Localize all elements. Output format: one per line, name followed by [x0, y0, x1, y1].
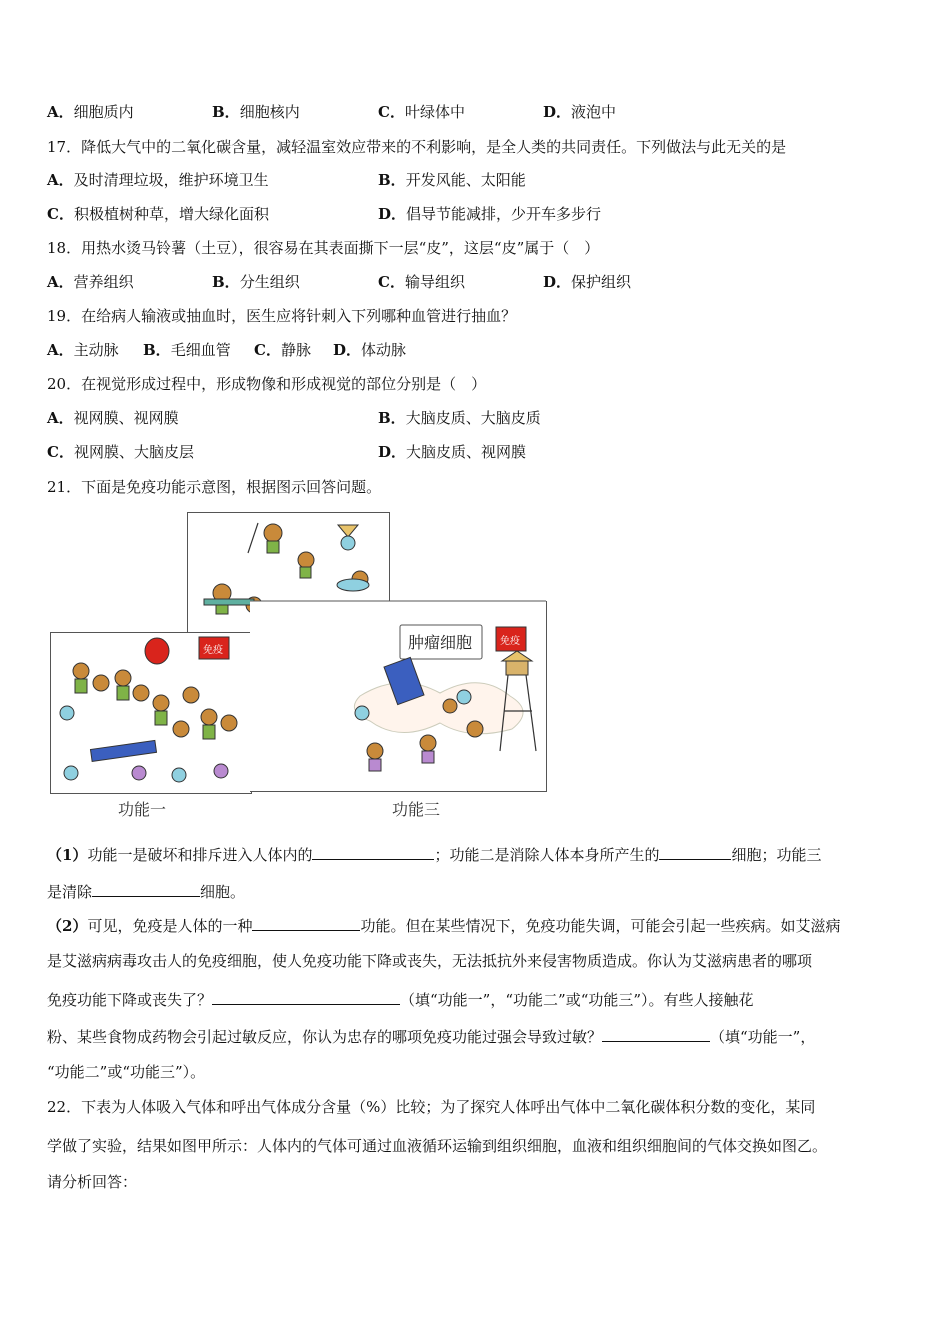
- panel-function-three: [250, 601, 547, 792]
- q18-option-c: C．输导组织: [378, 273, 465, 291]
- answer-blank[interactable]: [312, 843, 434, 860]
- q19-stem: 19．在给病人输液或抽血时，医生应将针刺入下列哪种血管进行抽血？: [47, 307, 517, 325]
- q21-part1-line1: （1）功能一是破坏和排斥进入人体内的 ；功能二是消除人体本身所产生的 细胞；功能三: [47, 843, 821, 865]
- tumor-cell-label: 肿瘤细胞: [408, 633, 473, 652]
- caption-function-one: 功能一: [118, 800, 167, 819]
- q21-part2-line4: 粉、某些食物成药物会引起过敏反应，你认为忠存的哪项免疫功能过强会导致过敏？ （填“功能一”，: [47, 1025, 815, 1047]
- q16-option-d: D．液泡中: [543, 103, 617, 121]
- q21-part2-line1: （2）可见，免疫是人体的一种 功能。但在某些情况下，免疫功能失调，可能会引起一些疾病。如艾滋病: [47, 914, 840, 936]
- q17-stem: 17．降低大气中的二氧化碳含量，减轻温室效应带来的不利影响，是全人类的共同责任。下列做法与此无关的是: [47, 138, 787, 156]
- answer-blank[interactable]: [92, 880, 200, 897]
- q16-option-c: C．叶绿体中: [378, 103, 465, 121]
- q21-part2-line2: 是艾滋病病毒攻击人的免疫细胞，使人免疫功能下降或丧失，无法抵抗外来侵害物质造成。你认为艾滋病患者的哪项: [47, 952, 813, 970]
- answer-blank[interactable]: [659, 843, 731, 860]
- q20-option-c: C．视网膜、大脑皮层: [47, 443, 194, 461]
- q20-option-b: B．大脑皮质、大脑皮质: [378, 409, 541, 427]
- q17-option-a: A．及时清理垃圾，维护环境卫生: [47, 171, 269, 189]
- function-three-illustration: [250, 601, 546, 791]
- q21-part2-line5: “功能二”或“功能三”）。: [47, 1063, 206, 1081]
- q16-option-a: A．细胞质内: [47, 103, 134, 121]
- q18-option-a: A．营养组织: [47, 273, 134, 291]
- q18-option-d: D．保护组织: [543, 273, 632, 291]
- q22-line2: 学做了实验，结果如图甲所示：人体内的气体可通过血液循环运输到组织细胞，血液和组织细胞间的气体交换如图乙。: [47, 1137, 828, 1155]
- q17-option-c: C．积极植树种草，增大绿化面积: [47, 205, 269, 223]
- q22-line1: 22．下表为人体吸入气体和呼出气体成分含量（%）比较；为了探究人体呼出气体中二氧化碳体积分数的变化，某同: [47, 1098, 816, 1116]
- answer-blank[interactable]: [212, 988, 400, 1005]
- flag-text-three: 免疫: [500, 636, 520, 647]
- q21-part1-line2: 是清除 细胞。: [47, 880, 245, 902]
- q17-option-b: B．开发风能、太阳能: [378, 171, 526, 189]
- q16-option-b: B．细胞核内: [212, 103, 300, 121]
- q17-option-d: D．倡导节能减排，少开车多步行: [378, 205, 602, 223]
- flag-text-one: 免疫: [203, 645, 223, 656]
- q21-part2-line3: 免疫功能下降或丧失了？ （填“功能一”，“功能二”或“功能三”）。有些人接触花: [47, 988, 754, 1010]
- answer-blank[interactable]: [252, 914, 360, 931]
- q22-line3: 请分析回答：: [47, 1173, 138, 1191]
- q20-option-a: A．视网膜、视网膜: [47, 409, 179, 427]
- q20-option-d: D．大脑皮质、视网膜: [378, 443, 527, 461]
- function-one-illustration: [51, 633, 251, 793]
- q18-option-b: B．分生组织: [212, 273, 300, 291]
- q18-stem: 18．用热水烫马铃薯（土豆），很容易在其表面撕下一层“皮”，这层“皮”属于（ ）: [47, 239, 600, 257]
- q19-option-a: A．主动脉: [47, 341, 119, 359]
- q21-stem: 21．下面是免疫功能示意图，根据图示回答问题。: [47, 478, 382, 496]
- q19-option-b: B．毛细血管: [143, 341, 231, 359]
- q20-stem: 20．在视觉形成过程中，形成物像和形成视觉的部位分别是（ ）: [47, 375, 487, 393]
- answer-blank[interactable]: [602, 1025, 710, 1042]
- panel-function-one: [50, 632, 252, 794]
- q19-option-d: D．体动脉: [333, 341, 407, 359]
- caption-function-three: 功能三: [392, 800, 441, 819]
- q19-option-c: C．静脉: [254, 341, 311, 359]
